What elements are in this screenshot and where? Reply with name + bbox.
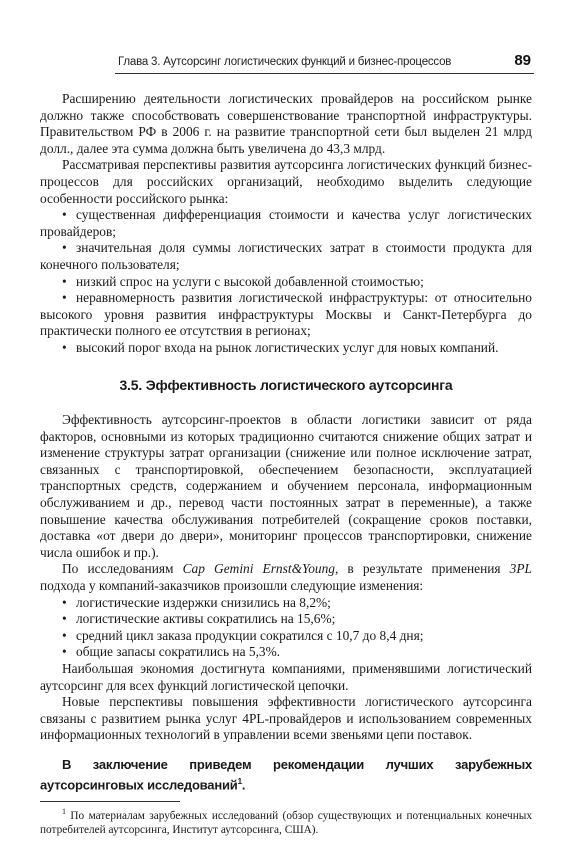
results-list	[40, 595, 532, 661]
header-rule	[115, 73, 534, 74]
section-heading: 3.5. Эффективность логистического аутсорсинга	[119, 376, 453, 393]
research-source: Cap Gemini Ernst&Young	[182, 561, 335, 577]
page-number: 89	[514, 52, 531, 69]
market-features-list	[40, 207, 532, 356]
conclusion-statement: В заключение приведем рекомендации лучших зарубежных аутсорсинговых исследований$^1$.	[40, 756, 532, 793]
bullet-icon: •	[62, 207, 67, 223]
paragraph-infrastructure: Расширению деятельности логистических провайдеров на российском рынке должно также способствовать совершенствование транспортной инфраструктуры. Правительством РФ в 2006 г. на развитие транспортной сети был выделен 21 млрд долл., далее эта сумма должна быть увеличена до 43,3 млрд.	[40, 91, 532, 156]
page-body	[40, 91, 532, 838]
paragraph-4pl: Новые перспективы повышения эффективности логистического аутсорсинга связаны с развитием рынка услуг 4PL-провайдеров и использованием современных информационных технологий в управлении всеми звеньями цепи поставок.	[40, 694, 532, 743]
list-item: • средний цикл заказа продукции сократился с 10,7 до 8,4 дня;	[62, 627, 424, 643]
bullet-icon: •	[62, 273, 67, 289]
footnote-rule	[40, 801, 180, 802]
bullet-icon: •	[62, 644, 67, 660]
bullet-icon: •	[62, 240, 67, 256]
bullet-icon: •	[62, 611, 67, 627]
list-item: • логистические издержки снизились на 8,2%;	[62, 594, 331, 610]
bullet-icon: •	[62, 290, 67, 306]
footnote: $^1$ По материалам зарубежных исследований (обзор существующих и потенциальных конечных потребителей аутсорсинга, Институт аутсорсинга, США).	[40, 807, 532, 836]
list-item: • логистические активы сократились на 15,6%;	[62, 611, 336, 627]
list-item: • значительная доля суммы логистических затрат в стоимости продукта для конечного пользователя;	[40, 240, 532, 272]
bullet-icon: •	[62, 339, 67, 355]
bullet-icon: •	[62, 627, 67, 643]
paragraph-efficiency-factors: Эффективность аутсорсинг-проектов в области логистики зависит от ряда факторов, основными из которых традиционно считаются снижение общих затрат и изменение структуры затрат организации (снижение или полное исключение затрат, связанных с транспортировкой, обеспечением безопасности, эксплуатацией транспортных средств, содержанием и обучением персонала, информационным обслуживанием и др., перевод части постоянных затрат в переменные), а также повышение качества обслуживания потребителей (сокращение сроков поставки, доставка «от двери до двери», мониторинг процессов транспортировки, снижение числа ошибок и пр.).	[40, 412, 532, 560]
paragraph-market-features-intro: Рассматривая перспективы развития аутсорсинга логистических функций бизнес-процессов для российских организаций, необходимо выделить следующие особенности российского рынка:	[40, 157, 532, 206]
list-item: • низкий спрос на услуги с высокой добавленной стоимостью;	[62, 273, 424, 289]
list-item: • неравномерность развития логистической инфраструктуры: от относительно высокого уровня развития инфраструктуры Москвы и Санкт-Петербурга до практически полного ее отсутствия в регионах;	[40, 290, 532, 339]
footnote-marker: 1	[237, 776, 242, 786]
paragraph-research-intro: По исследованиям Cap Gemini Ernst&Young, в результате применения 3PL подхода у компаний-заказчиков произошли следующие изменения:	[40, 561, 532, 594]
running-header	[0, 52, 574, 72]
bullet-icon: •	[62, 594, 67, 610]
paragraph-savings: Наибольшая экономия достигнута компаниями, применявшими логистический аутсорсинг для всех функций логистической цепочки.	[40, 661, 532, 693]
list-item: • общие запасы сократились на 5,3%.	[62, 644, 281, 660]
chapter-title: Глава 3. Аутсорсинг логистических функций и бизнес-процессов	[118, 56, 452, 68]
list-item: • высокий порог входа на рынок логистических услуг для новых компаний.	[62, 339, 499, 355]
list-item: • существенная дифференциация стоимости и качества услуг логистических провайдеров;	[40, 207, 532, 239]
model-name: 3PL	[509, 561, 532, 577]
